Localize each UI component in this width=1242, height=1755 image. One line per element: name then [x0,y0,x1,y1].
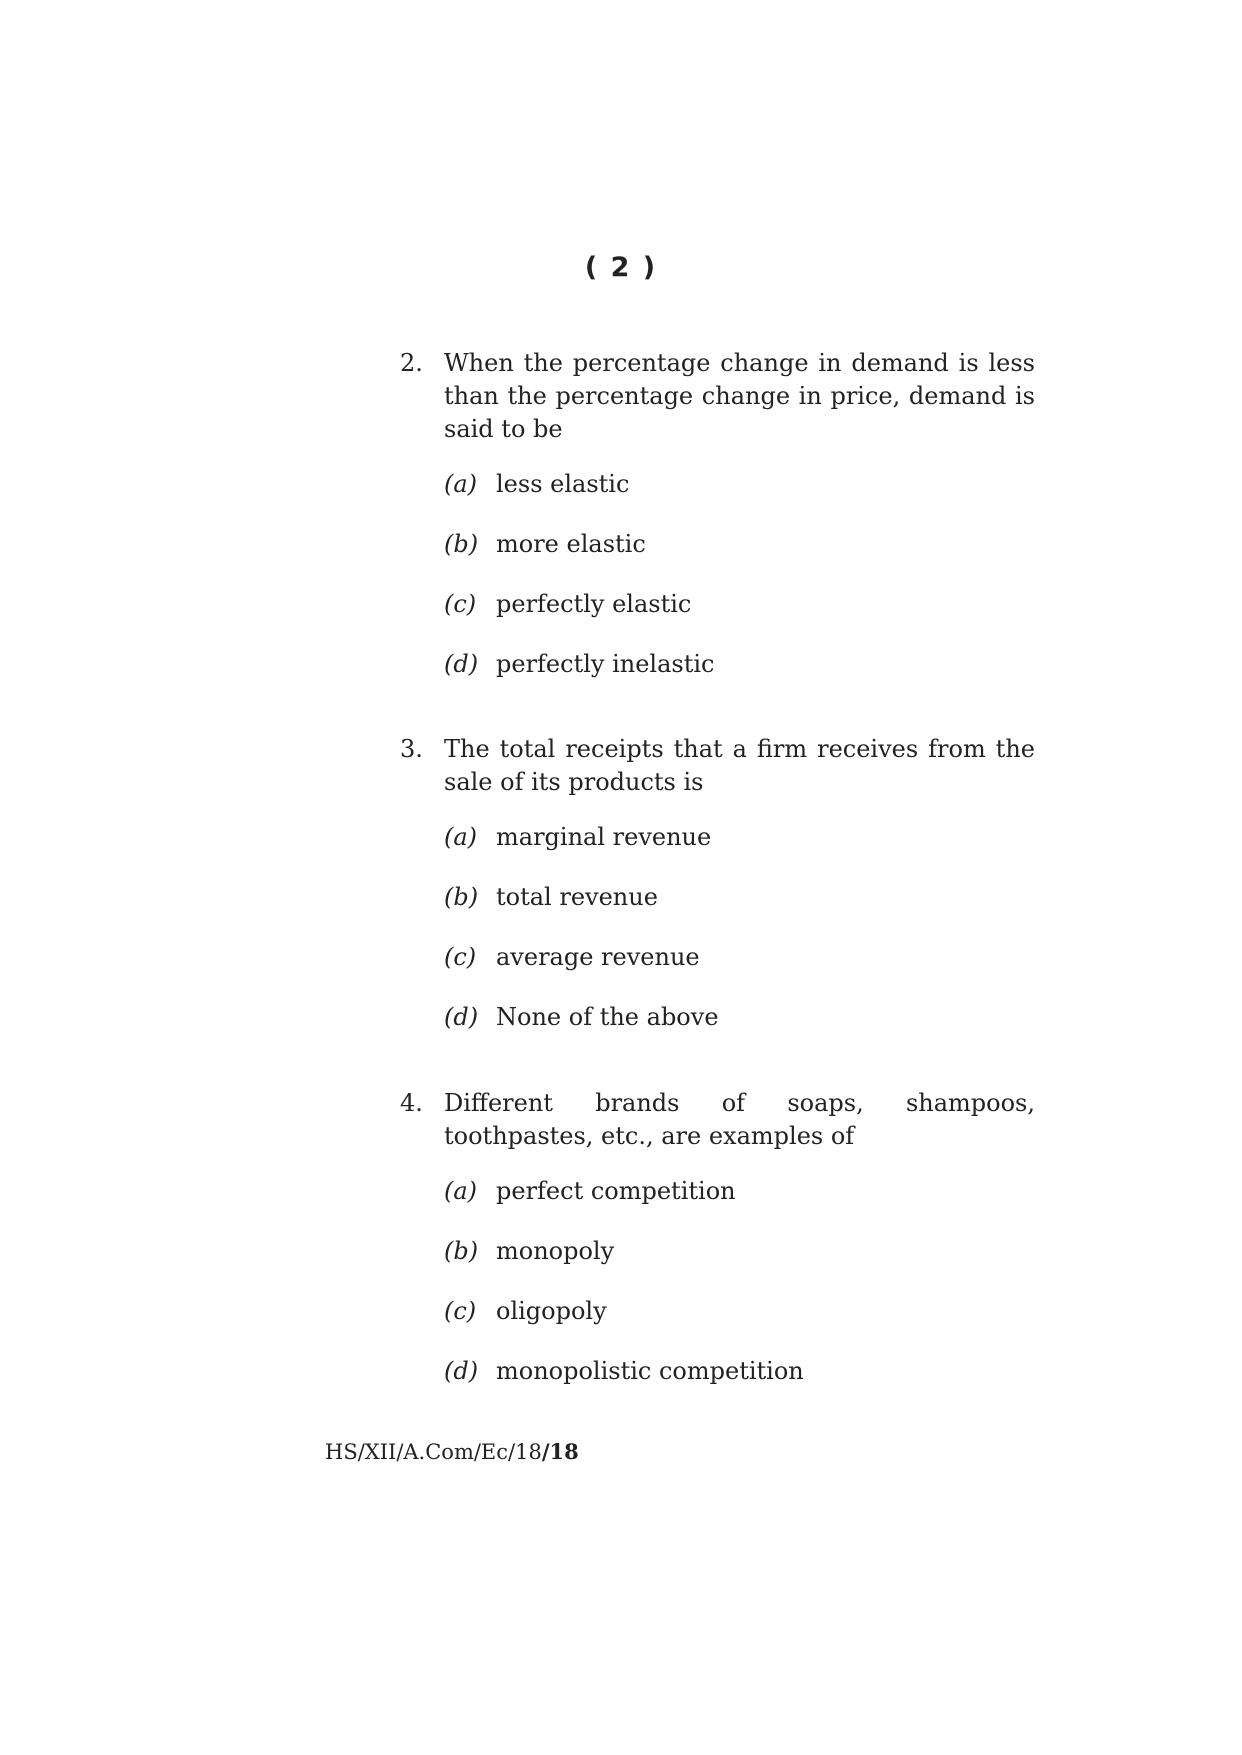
option-c [444,1295,1035,1355]
option-key: (c) [444,590,477,618]
paper-code-footer [325,1438,579,1466]
question-4 [400,1087,1035,1415]
option-key: (d) [444,650,479,678]
option-text: None of the above [496,1003,719,1031]
option-d [444,648,1035,708]
option-text: perfect competition [496,1177,736,1205]
option-key: (b) [444,883,479,911]
question-stem [400,733,1035,799]
option-a [444,821,1035,881]
page-number: ( 2 ) [584,252,658,283]
question-stem [400,347,1035,446]
question-3 [400,733,1035,1061]
option-key: (a) [444,1177,478,1205]
option-d [444,1355,1035,1415]
option-text: total revenue [496,883,658,911]
option-text: perfectly inelastic [496,650,715,678]
option-b [444,881,1035,941]
option-c [444,941,1035,1001]
option-key: (c) [444,943,477,971]
option-key: (c) [444,1297,477,1325]
option-text: average revenue [496,943,700,971]
option-text: marginal revenue [496,823,712,851]
question-number: 4. [400,1089,423,1117]
question-text: When the percentage change in demand is less than the percentage change in price, demand is said to be [444,349,1035,443]
option-c [444,588,1035,648]
option-text: less elastic [496,470,630,498]
option-text: perfectly elastic [496,590,692,618]
paper-code: HS/XII/A.Com/Ec/18 [325,1440,542,1464]
option-text: monopoly [496,1237,615,1265]
options-list [400,1175,1035,1415]
total-pages: /18 [541,1439,579,1464]
option-text: monopolistic competition [496,1357,804,1385]
option-key: (d) [444,1357,479,1385]
option-b [444,528,1035,588]
option-b [444,1235,1035,1295]
options-list [400,468,1035,708]
question-text: Different brands of soaps, shampoos, toothpastes, etc., are examples of [444,1089,1035,1150]
option-key: (d) [444,1003,479,1031]
question-number: 2. [400,349,423,377]
question-stem [400,1087,1035,1153]
option-text: oligopoly [496,1297,607,1325]
option-key: (b) [444,530,479,558]
question-number: 3. [400,735,423,763]
option-a [444,468,1035,528]
option-key: (a) [444,470,478,498]
option-key: (b) [444,1237,479,1265]
option-key: (a) [444,823,478,851]
options-list [400,821,1035,1061]
question-text: The total receipts that a firm receives from the sale of its products is [444,735,1035,796]
option-text: more elastic [496,530,646,558]
option-a [444,1175,1035,1235]
option-d [444,1001,1035,1061]
question-2 [400,347,1035,708]
